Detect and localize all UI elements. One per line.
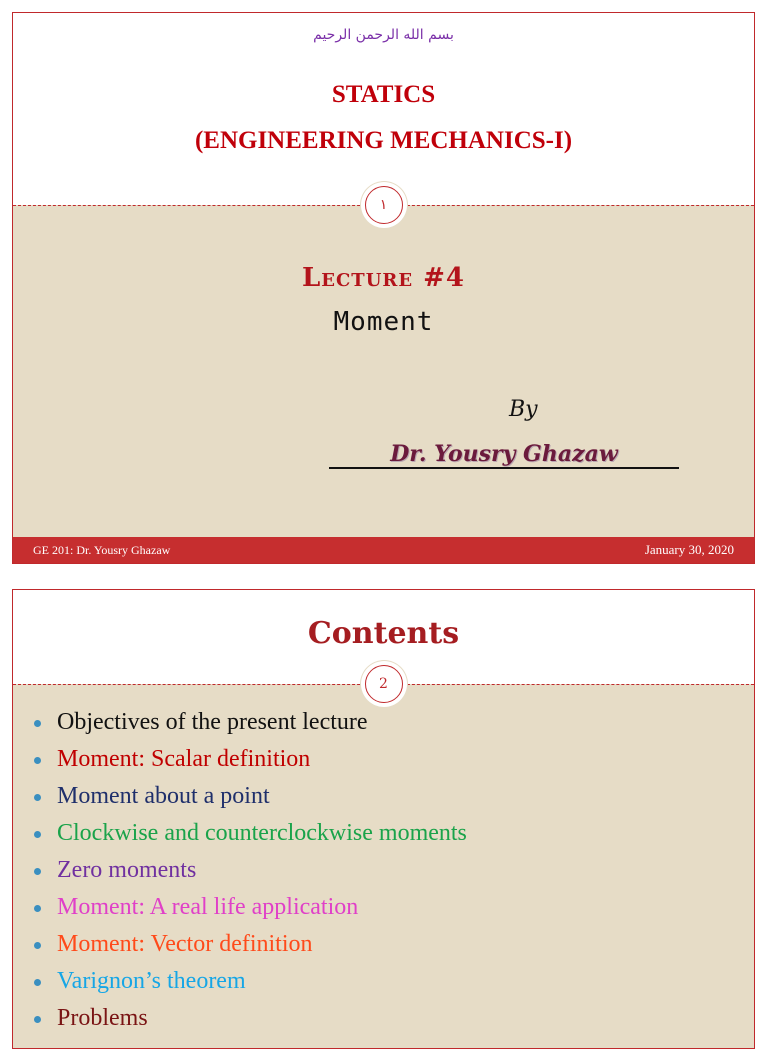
bullet-icon [34, 979, 41, 986]
bullet-icon [34, 831, 41, 838]
contents-list [31, 704, 467, 1037]
list-item [31, 889, 467, 926]
list-item-text: Moment: A real life application [57, 894, 359, 920]
list-item-text: Moment about a point [57, 783, 270, 809]
footer-course: GE 201: Dr. Yousry Ghazaw [33, 542, 171, 557]
title-slide [12, 12, 755, 564]
list-item [31, 704, 467, 741]
bismillah-text: بسم الله الرحمن الرحيم [313, 27, 454, 43]
slide-number-badge: ١ [365, 186, 403, 224]
list-item [31, 778, 467, 815]
bullet-icon [34, 794, 41, 801]
title-slide-header [13, 13, 754, 205]
author-underline [329, 467, 679, 469]
list-item [31, 852, 467, 889]
list-item [31, 741, 467, 778]
course-title: STATICS [331, 81, 436, 108]
bullet-icon [34, 720, 41, 727]
list-item-text: Moment: Vector definition [57, 931, 313, 957]
bullet-icon [34, 905, 41, 912]
bullet-icon [34, 1016, 41, 1023]
contents-title: Contents [307, 616, 460, 651]
bullet-icon [34, 868, 41, 875]
slide-footer [13, 537, 754, 563]
list-item [31, 926, 467, 963]
by-label: By [509, 397, 538, 422]
list-item-text: Clockwise and counterclockwise moments [57, 820, 467, 846]
slide-number-badge: 2 [365, 665, 403, 703]
list-item-text: Objectives of the present lecture [57, 709, 368, 735]
list-item-text: Moment: Scalar definition [57, 746, 311, 772]
list-item [31, 963, 467, 1000]
lecture-label [13, 263, 754, 293]
course-subtitle: (ENGINEERING MECHANICS-I) [194, 127, 573, 154]
footer-date: January 30, 2020 [644, 542, 734, 557]
bullet-icon [34, 942, 41, 949]
bullet-icon [34, 757, 41, 764]
list-item-text: Problems [57, 1005, 148, 1031]
list-item [31, 1000, 467, 1037]
lecture-label-text: Lecture #4 [301, 263, 466, 293]
contents-slide [12, 589, 755, 1049]
list-item-text: Zero moments [57, 857, 197, 883]
lecture-topic: Moment [333, 307, 434, 337]
author-name: Dr. Yousry Ghazaw [390, 441, 618, 467]
list-item [31, 815, 467, 852]
list-item-text: Varignon’s theorem [57, 968, 246, 994]
